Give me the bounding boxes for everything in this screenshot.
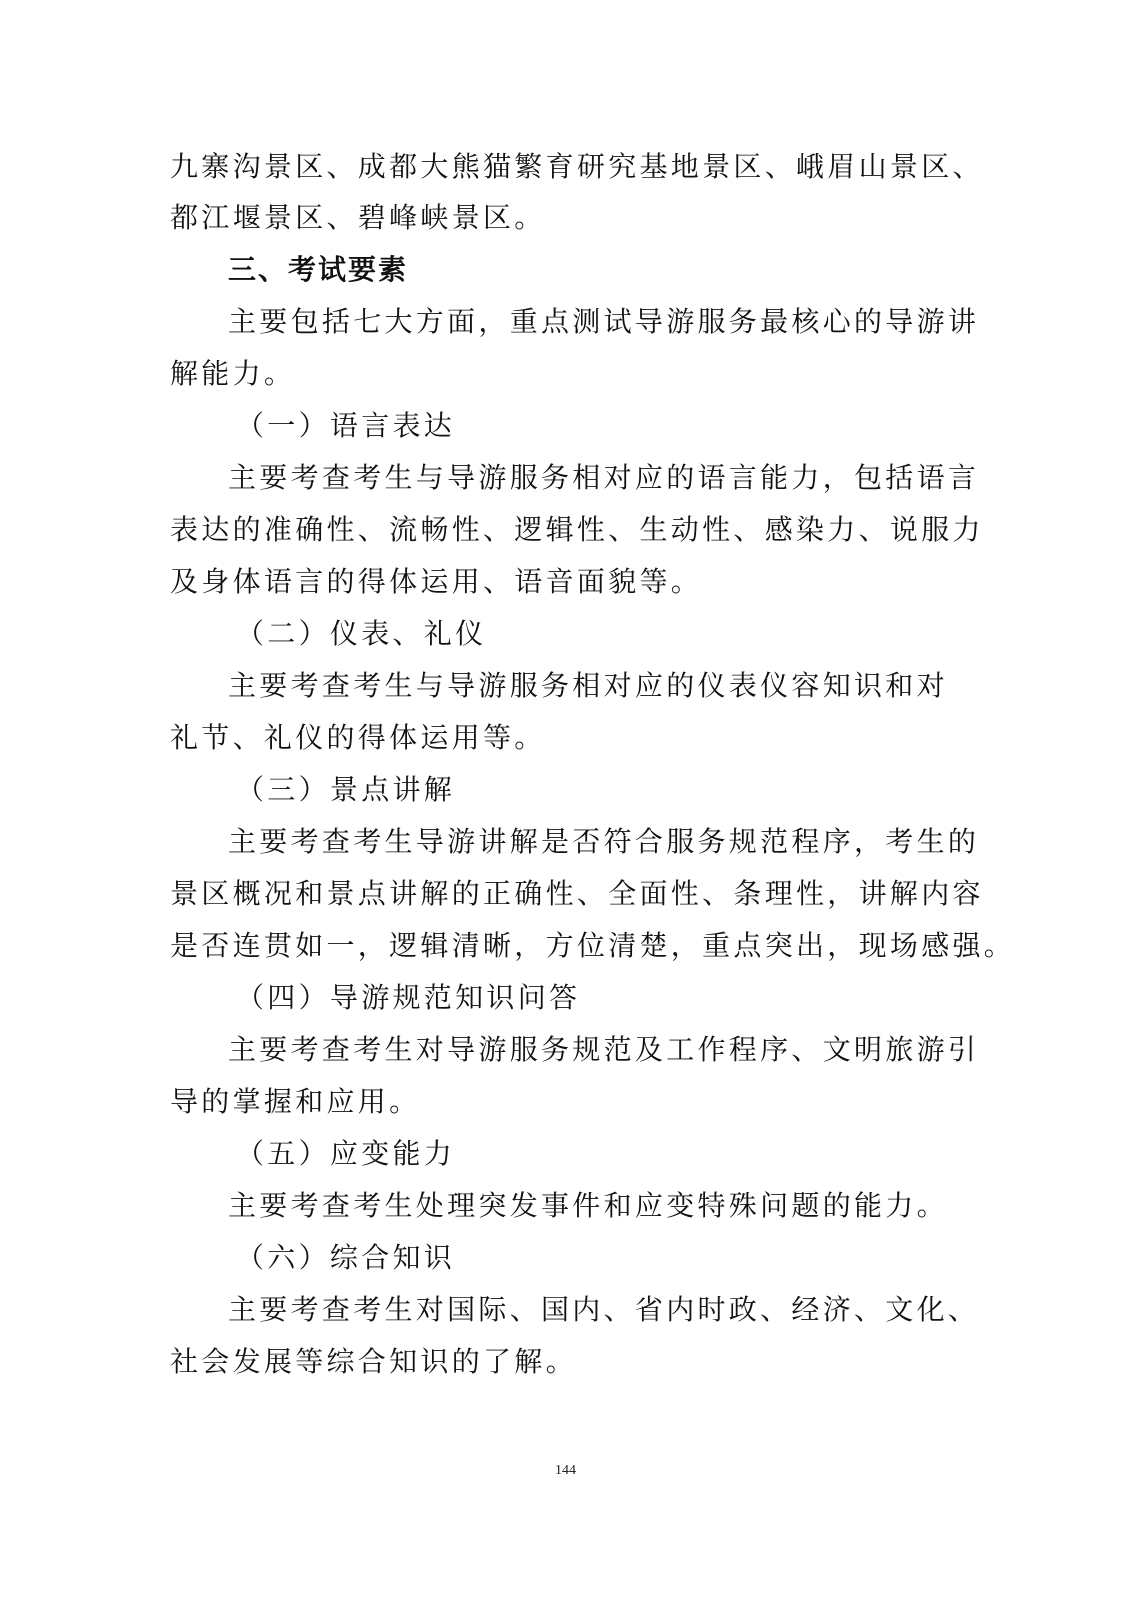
paragraph-line: 主要考查考生对国际、国内、省内时政、经济、文化、	[228, 1293, 980, 1326]
subsection-heading: （三）景点讲解	[236, 773, 456, 806]
paragraph-line: 主要考查考生与导游服务相对应的语言能力，包括语言	[228, 461, 980, 494]
paragraph-line: 主要考查考生导游讲解是否符合服务规范程序，考生的	[228, 825, 980, 858]
paragraph-line: 主要包括七大方面，重点测试导游服务最核心的导游讲	[228, 305, 980, 338]
subsection-heading: （二）仪表、礼仪	[236, 617, 487, 650]
paragraph-line: 九寨沟景区、成都大熊猫繁育研究基地景区、峨眉山景区、	[170, 150, 984, 183]
paragraph-line: 导的掌握和应用。	[170, 1085, 421, 1118]
paragraph-line: 表达的准确性、流畅性、逻辑性、生动性、感染力、说服力	[170, 513, 984, 546]
paragraph-line: 主要考查考生处理突发事件和应变特殊问题的能力。	[228, 1189, 948, 1222]
paragraph-line: 景区概况和景点讲解的正确性、全面性、条理性，讲解内容	[170, 877, 984, 910]
subsection-heading: （四）导游规范知识问答	[236, 981, 581, 1014]
subsection-heading: （五）应变能力	[236, 1137, 456, 1170]
paragraph-line: 都江堰景区、碧峰峡景区。	[170, 201, 546, 234]
paragraph-line: 及身体语言的得体运用、语音面貌等。	[170, 565, 703, 598]
paragraph-line: 礼节、礼仪的得体运用等。	[170, 721, 546, 754]
section-heading: 三、考试要素	[228, 253, 409, 286]
paragraph-line: 主要考查考生对导游服务规范及工作程序、文明旅游引	[228, 1033, 980, 1066]
paragraph-line: 社会发展等综合知识的了解。	[170, 1345, 577, 1378]
subsection-heading: （一）语言表达	[236, 409, 456, 442]
page-number: 144	[555, 1463, 576, 1478]
paragraph-line: 解能力。	[170, 357, 296, 390]
paragraph-line: 是否连贯如一，逻辑清晰，方位清楚，重点突出，现场感强。	[170, 929, 1016, 962]
subsection-heading: （六）综合知识	[236, 1241, 456, 1274]
paragraph-line: 主要考查考生与导游服务相对应的仪表仪容知识和对	[228, 669, 948, 702]
